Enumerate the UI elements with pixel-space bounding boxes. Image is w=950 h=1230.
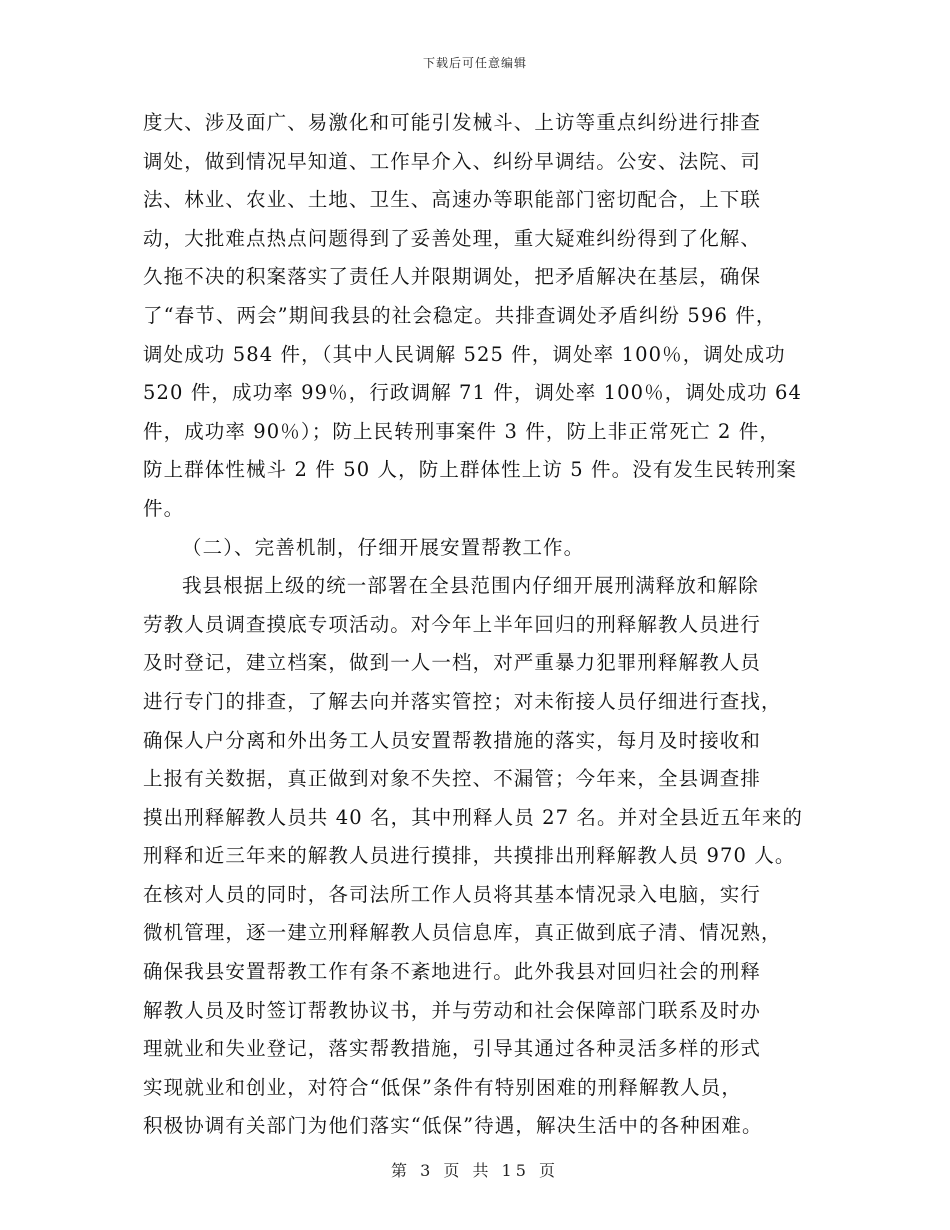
section-heading: （二）、完善机制，仔细开展安置帮教工作。 xyxy=(182,535,585,559)
body-line: 调处，做到情况早知道、工作早介入、纠纷早调结。公安、法院、司 xyxy=(143,149,762,173)
body-line: 实现就业和创业，对符合“低保”条件有特别困难的刑释解教人员， xyxy=(143,1075,742,1099)
body-line: 上报有关数据，真正做到对象不失控、不漏管；今年来，全县调查排 xyxy=(143,767,762,791)
body-line: 法、林业、农业、土地、卫生、高速办等职能部门密切配合，上下联 xyxy=(143,188,762,212)
body-line: 积极协调有关部门为他们落实“低保”待遇，解决生活中的各种困难。 xyxy=(143,1114,763,1138)
body-line: 防上群体性械斗 2 件 50 人，防上群体性上访 5 件。没有发生民转刑案 xyxy=(143,458,798,482)
body-line: 摸出刑释解教人员共 40 名，其中刑释人员 27 名。并对全县近五年来的 xyxy=(143,805,804,829)
page-header: 下载后可任意编辑 xyxy=(422,56,527,70)
body-line: 我县根据上级的统一部署在全县范围内仔细开展刑满释放和解除 xyxy=(182,574,759,598)
body-line: 解教人员及时签订帮教协议书，并与劳动和社会保障部门联系及时办 xyxy=(143,998,762,1022)
body-line: 调处成功 584 件，（其中人民调解 525 件，调处率 100％，调处成功 xyxy=(143,342,786,366)
body-line: 微机管理，逐一建立刑释解教人员信息库，真正做到底子清、情况熟， xyxy=(143,921,782,945)
body-line: 理就业和失业登记，落实帮教措施，引导其通过各种灵活多样的形式 xyxy=(143,1037,762,1061)
body-line: 进行专门的排查，了解去向并落实管控；对未衔接人员仔细进行查找， xyxy=(143,689,782,713)
body-line: 确保人户分离和外出务工人员安置帮教措施的落实，每月及时接收和 xyxy=(143,728,762,752)
body-line: 在核对人员的同时，各司法所工作人员将其基本情况录入电脑，实行 xyxy=(143,882,762,906)
page-number-footer: 第 3 页 共 15 页 xyxy=(391,1161,559,1180)
body-line: 刑释和近三年来的解教人员进行摸排，共摸排出刑释解教人员 970 人。 xyxy=(143,844,796,868)
body-line: 劳教人员调查摸底专项活动。对今年上半年回归的刑释解教人员进行 xyxy=(143,612,762,636)
body-line: 520 件，成功率 99％，行政调解 71 件，调处率 100％，调处成功 64 xyxy=(143,381,803,405)
body-line: 件。 xyxy=(143,496,185,520)
document-body xyxy=(143,104,811,1146)
body-line: 动，大批难点热点问题得到了妥善处理，重大疑难纠纷得到了化解、 xyxy=(143,226,762,250)
body-line: 久拖不决的积案落实了责任人并限期调处，把矛盾解决在基层，确保 xyxy=(143,265,762,289)
body-line: 件，成功率 90％）；防上民转刑事案件 3 件，防上非正常死亡 2 件， xyxy=(143,419,780,443)
body-line: 及时登记，建立档案，做到一人一档，对严重暴力犯罪刑释解教人员 xyxy=(143,651,762,675)
body-line: 确保我县安置帮教工作有条不紊地进行。此外我县对回归社会的刑释 xyxy=(143,960,762,984)
body-line: 了“春节、两会”期间我县的社会稳定。共排查调处矛盾纠纷 596 件， xyxy=(143,303,777,327)
body-line: 度大、涉及面广、易激化和可能引发械斗、上访等重点纠纷进行排查 xyxy=(143,111,762,134)
